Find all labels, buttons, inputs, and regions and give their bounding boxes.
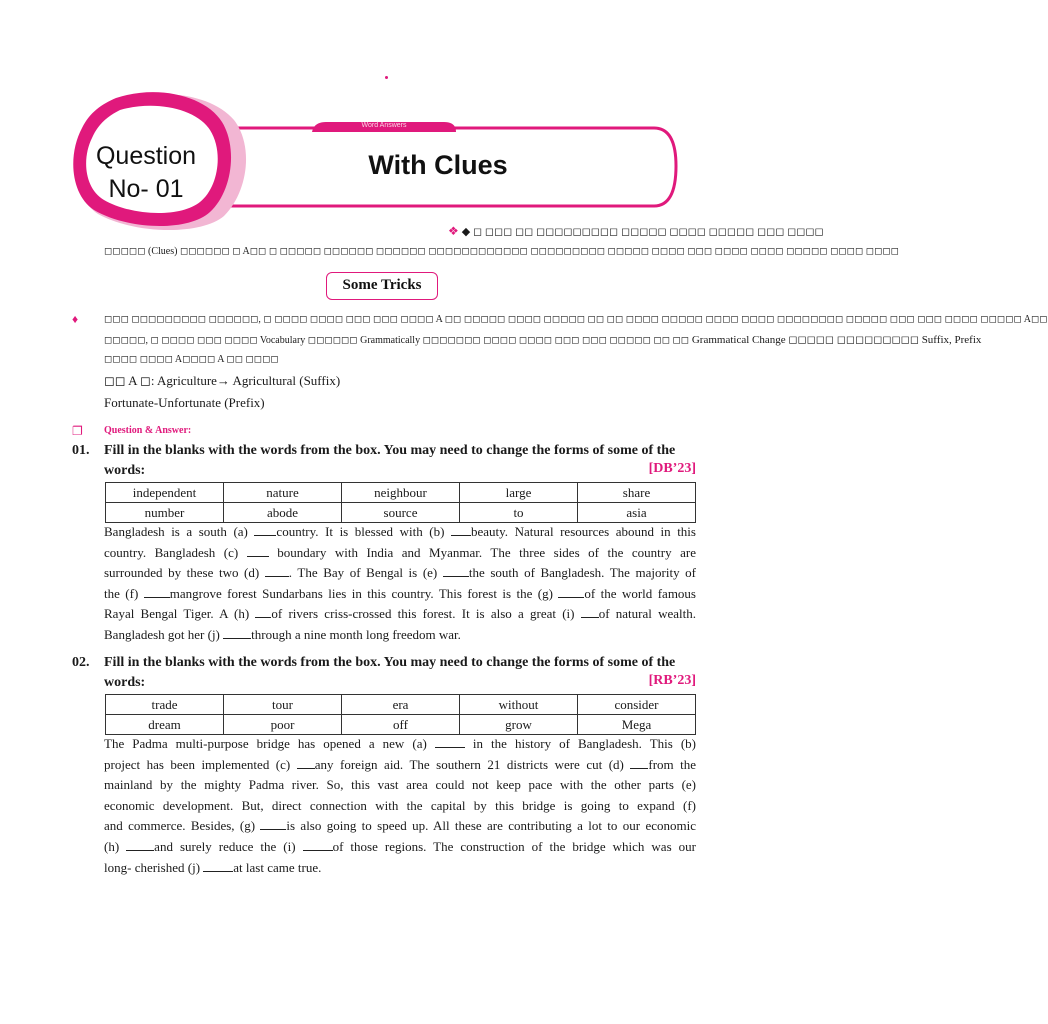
tricks-line-2: ◻◻◻◻◻, ◻ ◻◻◻◻ ◻◻◻ ◻◻◻◻ Vocabulary ◻◻◻◻◻◻ Grammatically ◻◻◻◻◻◻◻ ◻◻◻◻ ◻◻◻◻ ◻◻◻ ◻◻◻ ◻◻◻◻◻ ◻◻ ◻◻ Grammatical Change ◻◻◻◻◻ ◻◻◻◻◻◻◻◻◻ Suffix, Prefix xyxy=(104,334,982,346)
blank-e xyxy=(443,564,469,577)
blank-c xyxy=(247,544,269,557)
blank-g xyxy=(260,817,286,830)
word-cell: number xyxy=(106,503,224,523)
pink-diamond-bullet-icon: ♦ xyxy=(72,312,79,326)
tricks-line-3: ◻◻◻◻ ◻◻◻◻ A◻◻◻◻ A ◻◻ ◻◻◻◻ xyxy=(104,354,279,365)
blank-c xyxy=(297,756,315,769)
word-box-02 xyxy=(105,694,696,735)
question-number-badge xyxy=(86,140,206,206)
word-box-row xyxy=(106,695,696,715)
word-box-row xyxy=(106,483,696,503)
word-cell: consider xyxy=(578,695,696,715)
question-instruction-02-cont: words: xyxy=(104,675,146,690)
word-box-row xyxy=(106,715,696,735)
word-cell: dream xyxy=(106,715,224,735)
word-cell: independent xyxy=(106,483,224,503)
word-cell: abode xyxy=(224,503,342,523)
word-cell: source xyxy=(342,503,460,523)
question-source-01: [DB’23] xyxy=(648,461,696,476)
passage-line: project has been implemented (c) any foreign aid. The southern 21 districts were cut (d) from the xyxy=(104,756,697,772)
word-cell: asia xyxy=(578,503,696,523)
question-instruction-02: Fill in the blanks with the words from the box. You may need to change the forms of some of the xyxy=(104,655,676,670)
question-label: Question xyxy=(95,142,197,170)
intro-line-1: ❖ ◆ ◻ ◻◻◻ ◻◻ ◻◻◻◻◻◻◻◻◻ ◻◻◻◻◻ ◻◻◻◻ ◻◻◻◻◻ ◻◻◻ ◻◻◻◻ xyxy=(448,224,824,238)
blank-a xyxy=(254,523,276,536)
word-cell: off xyxy=(342,715,460,735)
qa-label: Question & Answer: xyxy=(104,425,192,436)
blank-b xyxy=(451,523,471,536)
tricks-line-1: ◻◻◻ ◻◻◻◻◻◻◻◻◻ ◻◻◻◻◻◻, ◻ ◻◻◻◻ ◻◻◻◻ ◻◻◻ ◻◻◻ ◻◻◻◻ A ◻◻ ◻◻◻◻◻ ◻◻◻◻ ◻◻◻◻◻ ◻◻ ◻◻ ◻◻◻◻ ◻◻◻◻◻ ◻◻◻◻ ◻◻◻◻ ◻◻◻◻◻◻◻◻ ◻◻◻◻◻ ◻◻◻ ◻◻◻ ◻◻◻◻ ◻◻◻◻◻ A◻◻ xyxy=(104,314,1048,325)
passage-line: (h) and surely reduce the (i) of those regions. The construction of the bridge which was our xyxy=(104,838,696,854)
passage-line: country. Bangladesh (c) boundary with India and Myanmar. The three sides of the country are xyxy=(104,544,697,560)
banner-tab-label: Word Answers xyxy=(361,122,407,129)
passage-line: mainland by the mighty Padma river. So, this vast area could not keep pace with the other parts (e) xyxy=(104,777,696,793)
word-cell: large xyxy=(460,483,578,503)
word-cell: Mega xyxy=(578,715,696,735)
diamond-bullet-icon: ❖ xyxy=(448,224,459,238)
passage-line: The Padma multi-purpose bridge has opened a new (a) in the history of Bangladesh. This (b) xyxy=(104,736,697,751)
word-cell: era xyxy=(342,695,460,715)
blank-h xyxy=(255,605,271,618)
word-cell: neighbour xyxy=(342,483,460,503)
passage-line: Bangladesh got her (j) through a nine month long freedom war. xyxy=(104,626,461,642)
blank-d xyxy=(265,564,289,577)
passage-01 xyxy=(104,522,696,646)
passage-line: the (f) mangrove forest Sundarbans lies in this country. This forest is the (g) of the world famous xyxy=(104,585,696,601)
word-box-01 xyxy=(105,482,696,523)
word-cell: trade xyxy=(106,695,224,715)
word-box-row xyxy=(106,503,696,523)
blank-a xyxy=(435,735,465,748)
decor-dot xyxy=(385,76,388,79)
word-cell: poor xyxy=(224,715,342,735)
question-instruction-01: Fill in the blanks with the words from the box. You may need to change the forms of some of the xyxy=(104,443,676,458)
question-instruction-01-cont: words: xyxy=(104,463,146,478)
blank-i xyxy=(303,838,333,851)
question-number-01: 01. xyxy=(72,443,90,458)
word-cell: without xyxy=(460,695,578,715)
passage-line: long- cherished (j) at last came true. xyxy=(104,859,322,875)
blank-j xyxy=(223,626,251,639)
word-cell: nature xyxy=(224,483,342,503)
intro-line-2: ◻◻◻◻◻ (Clues) ◻◻◻◻◻◻ ◻ A◻◻ ◻ ◻◻◻◻◻ ◻◻◻◻◻◻ ◻◻◻◻◻◻ ◻◻◻◻◻◻◻◻◻◻◻◻ ◻◻◻◻◻◻◻◻◻ ◻◻◻◻◻ ◻◻◻◻ ◻◻◻ ◻◻◻◻ ◻◻◻◻ ◻◻◻◻◻ ◻◻◻◻ ◻◻◻◻ xyxy=(104,246,899,257)
word-cell: tour xyxy=(224,695,342,715)
tricks-example-1: ◻◻ A ◻: Agriculture→ Agricultural (Suffix) xyxy=(104,373,341,388)
word-cell: to xyxy=(460,503,578,523)
section-title: With Clues xyxy=(368,150,508,180)
word-cell: share xyxy=(578,483,696,503)
blank-g xyxy=(558,585,584,598)
passage-02 xyxy=(104,734,696,878)
some-tricks-heading: Some Tricks xyxy=(326,272,438,300)
passage-line: surrounded by these two (d) . The Bay of Bengal is (e) the south of Bangladesh. The majority of xyxy=(104,565,697,581)
blank-f xyxy=(144,585,170,598)
question-source-02: [RB’23] xyxy=(648,673,696,688)
word-cell: grow xyxy=(460,715,578,735)
blank-d xyxy=(630,756,648,769)
question-number: No- 01 xyxy=(108,175,184,203)
checkbox-bullet-icon: ❐ xyxy=(72,424,83,438)
passage-line: and commerce. Besides, (g) is also going to speed up. All these are contributing a lot to our economic xyxy=(104,818,696,834)
passage-line: Rayal Bengal Tiger. A (h) of rivers criss-crossed this forest. It is also a great (i) of natural wealth. xyxy=(104,606,697,622)
tricks-example-2: Fortunate-Unfortunate (Prefix) xyxy=(104,395,265,410)
passage-line: economic development. But, direct connection with the capital by this bridge is going to expand (f) xyxy=(104,797,696,813)
question-number-02: 02. xyxy=(72,655,90,670)
blank-j xyxy=(203,859,233,872)
blank-i xyxy=(581,605,599,618)
blank-h xyxy=(126,838,154,851)
passage-line: Bangladesh is a south (a) country. It is blessed with (b) beauty. Natural resources abound in this xyxy=(104,524,696,539)
